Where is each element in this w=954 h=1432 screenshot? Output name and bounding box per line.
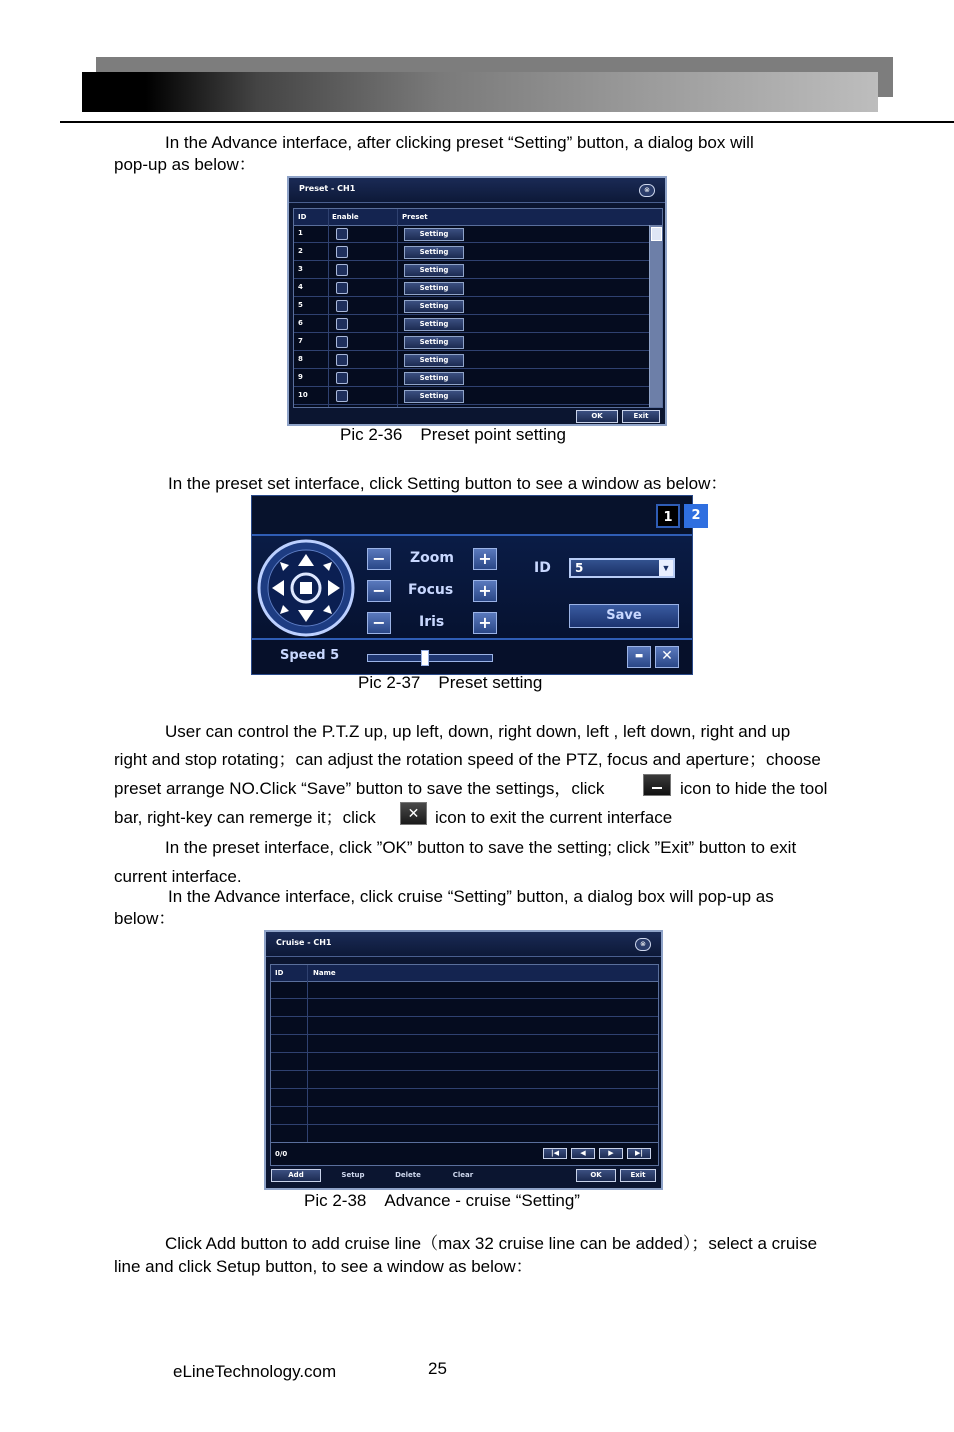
tab-1[interactable]: 1 xyxy=(656,504,680,528)
para-3-line-2: right and stop rotating；can adjust the rotation speed of the PTZ, focus and aperture；choose xyxy=(114,750,821,769)
col-id: ID xyxy=(275,969,284,977)
para-2: In the preset set interface, click Setting button to see a window as below： xyxy=(168,474,728,493)
preset-table xyxy=(293,208,663,408)
scrollbar-thumb[interactable] xyxy=(651,227,662,241)
exit-button[interactable]: Exit xyxy=(620,1169,656,1182)
row-id: 4 xyxy=(298,283,303,291)
table-row xyxy=(294,261,650,279)
setting-button[interactable]: Setting xyxy=(404,228,464,241)
table-row xyxy=(271,999,658,1017)
direction-pad-icon[interactable] xyxy=(256,538,356,638)
para-4-line-1: Click Add button to add cruise line（max 32 cruise line can be added）；select a cruise xyxy=(165,1234,818,1253)
delete-button[interactable]: Delete xyxy=(395,1171,421,1179)
cruise-pager xyxy=(271,1142,658,1165)
zoom-minus-button[interactable]: − xyxy=(367,548,391,570)
row-id: 10 xyxy=(298,391,308,399)
ptz-tabbar xyxy=(252,496,769,536)
header-rule xyxy=(60,121,954,123)
ok-button[interactable]: OK xyxy=(576,410,618,423)
table-row xyxy=(294,333,650,351)
tab-3[interactable]: 3 xyxy=(725,508,735,523)
enable-checkbox[interactable] xyxy=(336,300,348,312)
row-id: 6 xyxy=(298,319,303,327)
cruise-dialog-titlebar xyxy=(266,932,661,957)
setting-button[interactable]: Setting xyxy=(404,390,464,403)
cruise-table xyxy=(270,964,659,1166)
preset-table-header xyxy=(294,209,662,226)
preset-dialog xyxy=(287,176,667,426)
para-3-line-1: User can control the P.T.Z up, up left, down, right down, left , left down, right and up xyxy=(165,722,791,741)
para-3-line-4b: icon to exit the current interface xyxy=(435,808,673,827)
close-icon[interactable]: ✕ xyxy=(655,646,679,668)
minimize-icon[interactable]: ▬ xyxy=(627,646,651,668)
col-id: ID xyxy=(298,213,307,221)
row-id: 5 xyxy=(298,301,303,309)
page-number: 25 xyxy=(428,1359,447,1378)
table-row xyxy=(294,225,650,243)
close-icon[interactable]: ⊗ xyxy=(635,938,651,951)
enable-checkbox[interactable] xyxy=(336,390,348,402)
setting-button[interactable]: Setting xyxy=(404,264,464,277)
table-row xyxy=(271,1053,658,1071)
speed-slider[interactable] xyxy=(367,654,493,662)
cruise-table-header xyxy=(271,965,658,982)
table-row xyxy=(271,1017,658,1035)
caption-pic-2-38: Pic 2-38 Advance - cruise “Setting” xyxy=(304,1191,580,1210)
table-row xyxy=(271,1107,658,1125)
enable-checkbox[interactable] xyxy=(336,354,348,366)
para-3-line-3b: icon to hide the tool xyxy=(680,779,828,798)
table-row xyxy=(271,1035,658,1053)
setup-button[interactable]: Setup xyxy=(341,1171,365,1179)
row-id: 9 xyxy=(298,373,303,381)
intro-line-1: In the Advance interface, after clicking preset “Setting” button, a dialog box will xyxy=(165,133,754,152)
save-button[interactable]: Save xyxy=(569,604,679,628)
row-id: 7 xyxy=(298,337,303,345)
enable-checkbox[interactable] xyxy=(336,336,348,348)
table-row xyxy=(294,279,650,297)
row-id: 8 xyxy=(298,355,303,363)
id-select[interactable] xyxy=(569,558,675,578)
cruise-dialog xyxy=(264,930,663,1190)
iris-label: Iris xyxy=(419,614,445,630)
enable-checkbox[interactable] xyxy=(336,246,348,258)
add-button[interactable]: Add xyxy=(271,1169,321,1182)
setting-button[interactable]: Setting xyxy=(404,246,464,259)
row-id: 2 xyxy=(298,247,303,255)
close-icon: ✕ xyxy=(400,802,427,825)
table-row xyxy=(294,351,650,369)
enable-checkbox[interactable] xyxy=(336,318,348,330)
exit-button[interactable]: Exit xyxy=(622,410,660,423)
setting-button[interactable]: Setting xyxy=(404,372,464,385)
para-3-line-3a: preset arrange NO.Click “Save” button to save the settings，click xyxy=(114,779,605,798)
enable-checkbox[interactable] xyxy=(336,372,348,384)
col-enable: Enable xyxy=(332,213,359,221)
row-id: 3 xyxy=(298,265,303,273)
chevron-down-icon[interactable]: ▼ xyxy=(659,560,673,576)
preset-dialog-titlebar xyxy=(289,178,665,203)
ptz-panel xyxy=(251,495,769,675)
para-3-line-6: current interface. xyxy=(114,867,242,886)
setting-button[interactable]: Setting xyxy=(404,336,464,349)
setting-button[interactable]: Setting xyxy=(404,300,464,313)
tab-2[interactable]: 2 xyxy=(684,504,708,528)
col-name: Name xyxy=(313,969,336,977)
setting-button[interactable]: Setting xyxy=(404,282,464,295)
iris-minus-button[interactable]: − xyxy=(367,612,391,634)
ptz-footer xyxy=(252,638,692,674)
table-row xyxy=(294,297,650,315)
table-row xyxy=(271,1089,658,1107)
footer-site: eLineTechnology.com xyxy=(173,1362,337,1381)
next-page-icon[interactable]: ▶ xyxy=(599,1148,623,1159)
close-icon[interactable]: ⊗ xyxy=(639,184,655,197)
id-select-value: 5 xyxy=(575,561,584,575)
tab-4[interactable]: 4 xyxy=(759,508,769,523)
table-row xyxy=(271,1125,658,1143)
minimize-icon xyxy=(643,774,671,796)
iris-plus-button[interactable]: + xyxy=(473,612,497,634)
last-page-icon[interactable]: ▶| xyxy=(627,1148,651,1159)
table-row xyxy=(294,315,650,333)
ok-button[interactable]: OK xyxy=(576,1169,616,1182)
table-row xyxy=(271,1071,658,1089)
prev-page-icon[interactable]: ◀ xyxy=(571,1148,595,1159)
cruise-dialog-title: Cruise - CH1 xyxy=(276,938,332,947)
para-3-line-5: In the preset interface, click ”OK” button to save the setting; click ”Exit” button to exit xyxy=(165,838,797,857)
intro-line-2: pop-up as below： xyxy=(114,155,256,174)
col-preset: Preset xyxy=(402,213,428,221)
page-counter: 0/0 xyxy=(275,1150,288,1158)
row-id: 1 xyxy=(298,229,303,237)
table-row xyxy=(294,243,650,261)
enable-checkbox[interactable] xyxy=(336,282,348,294)
first-page-icon[interactable]: |◀ xyxy=(543,1148,567,1159)
ptz-controls xyxy=(252,536,692,638)
header-bar-gradient xyxy=(82,72,878,112)
zoom-label: Zoom xyxy=(410,550,454,566)
caption-pic-2-37: Pic 2-37 Preset setting xyxy=(358,673,543,692)
preset-dialog-title: Preset - CH1 xyxy=(299,184,356,193)
speed-slider-handle[interactable] xyxy=(421,650,429,666)
enable-checkbox[interactable] xyxy=(336,264,348,276)
focus-plus-button[interactable]: + xyxy=(473,580,497,602)
setting-button[interactable]: Setting xyxy=(404,318,464,331)
enable-checkbox[interactable] xyxy=(336,228,348,240)
focus-label: Focus xyxy=(408,582,454,598)
zoom-plus-button[interactable]: + xyxy=(473,548,497,570)
para-3-line-8: below： xyxy=(114,909,176,928)
table-row xyxy=(294,387,650,405)
setting-button[interactable]: Setting xyxy=(404,354,464,367)
focus-minus-button[interactable]: − xyxy=(367,580,391,602)
clear-button[interactable]: Clear xyxy=(452,1171,474,1179)
caption-pic-2-36: Pic 2-36 Preset point setting xyxy=(340,425,566,444)
scrollbar[interactable] xyxy=(649,225,662,407)
id-label: ID xyxy=(534,560,551,576)
table-row xyxy=(271,981,658,999)
para-3-line-7: In the Advance interface, click cruise “Setting” button, a dialog box will pop-up as xyxy=(168,887,774,906)
para-3-line-4a: bar, right-key can remerge it；click xyxy=(114,808,376,827)
table-row xyxy=(294,369,650,387)
speed-label: Speed 5 xyxy=(280,648,340,663)
para-4-line-2: line and click Setup button, to see a window as below： xyxy=(114,1257,533,1276)
